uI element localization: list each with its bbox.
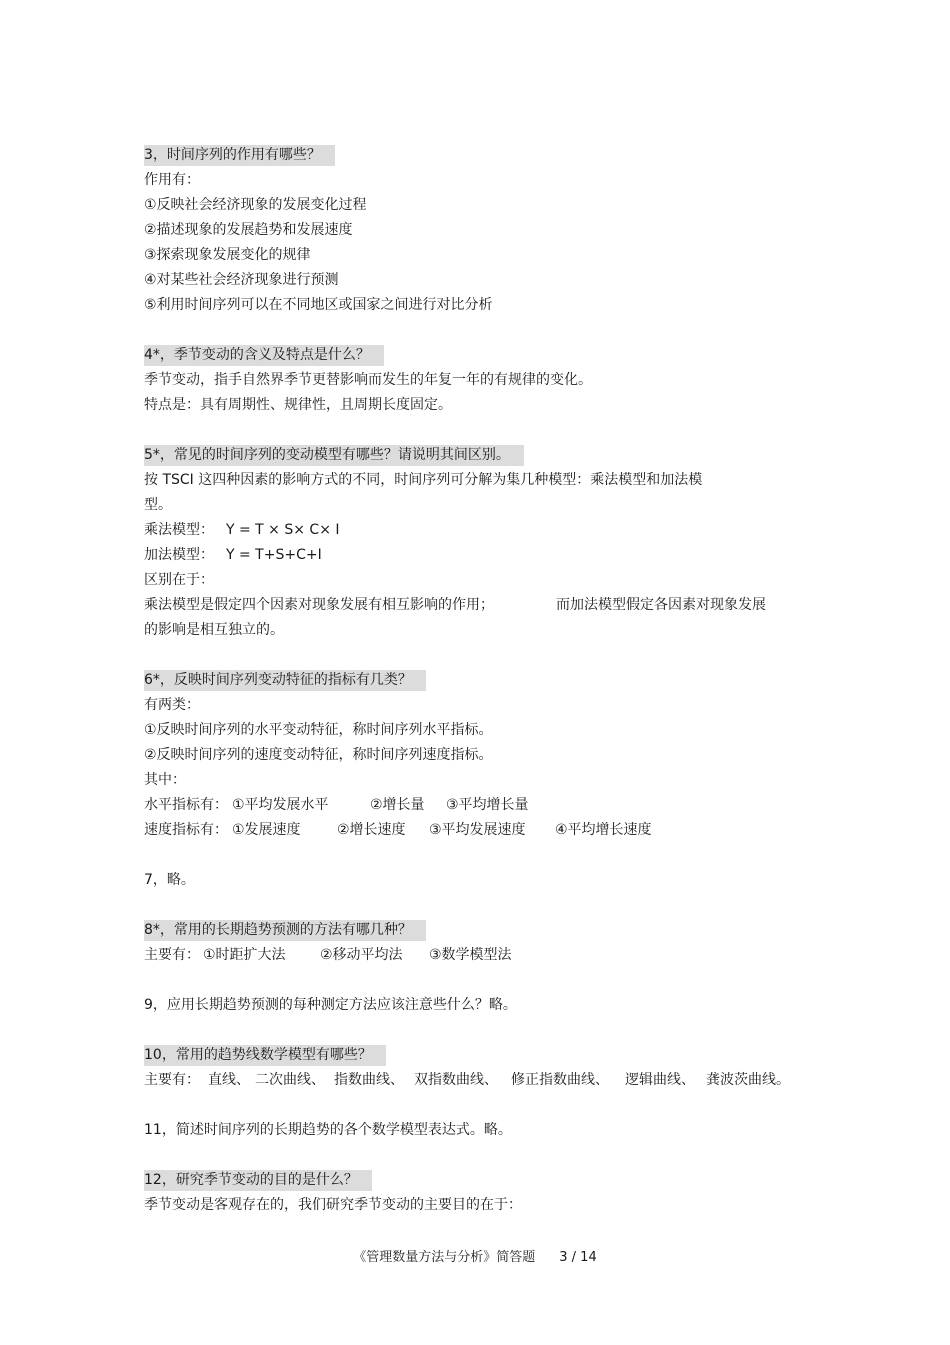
q4-line: 特点是：具有周期性、规律性，且周期长度固定。 [144, 397, 452, 413]
q6-level-indicators [144, 793, 824, 818]
level-item: ②增长量 [370, 797, 425, 813]
page-footer [0, 1248, 950, 1268]
q3-line: ③探索现象发展变化的规律 [144, 247, 311, 263]
add-model-formula: Y = T+S+C+I [226, 547, 322, 563]
model-item: 直线、 [208, 1072, 250, 1088]
q6-line: ①反映时间序列的水平变动特征，称时间序列水平指标。 [144, 722, 493, 738]
question-7: 7，略。 [144, 872, 195, 888]
q12-line: 季节变动是客观存在的，我们研究季节变动的主要目的在于： [144, 1197, 522, 1213]
q10-label: 主要有： [144, 1072, 200, 1088]
mult-model-label: 乘法模型： [144, 522, 214, 538]
q3-line: ①反映社会经济现象的发展变化过程 [144, 197, 367, 213]
q5-mult-model [144, 518, 824, 543]
question-6-title: 6*，反映时间序列变动特征的指标有几类？ [144, 670, 426, 691]
q5-line: 按 TSCI 这四种因素的影响方式的不同，时间序列可分解为集几种模型：乘法模型和加法模 [144, 472, 703, 488]
question-12-title: 12，研究季节变动的目的是什么？ [144, 1170, 372, 1191]
level-item: ③平均增长量 [446, 797, 529, 813]
question-8-title: 8*，常用的长期趋势预测的方法有哪几种？ [144, 920, 426, 941]
method-item: ②移动平均法 [320, 947, 403, 963]
speed-label: 速度指标有： [144, 822, 228, 838]
question-11: 11，简述时间序列的长期趋势的各个数学模型表达式。略。 [144, 1122, 512, 1138]
level-item: ①平均发展水平 [232, 797, 329, 813]
speed-item: ②增长速度 [337, 822, 406, 838]
q5-diff-line [144, 593, 824, 618]
q5-diff-label: 区别在于： [144, 572, 214, 588]
method-item: ①时距扩大法 [203, 947, 286, 963]
q5-add-model [144, 543, 824, 568]
question-9: 9，应用长期趋势预测的每种测定方法应该注意些什么？略。 [144, 997, 517, 1013]
q5-diff-line-2: 的影响是相互独立的。 [144, 622, 284, 638]
q3-line: ②描述现象的发展趋势和发展速度 [144, 222, 353, 238]
q6-line: 有两类： [144, 697, 200, 713]
speed-item: ③平均发展速度 [429, 822, 526, 838]
model-item: 修正指数曲线、 [511, 1072, 609, 1088]
diff-part-2: 而加法模型假定各因素对现象发展 [556, 597, 766, 613]
add-model-label: 加法模型： [144, 547, 214, 563]
model-item: 双指数曲线、 [414, 1072, 498, 1088]
model-item: 指数曲线、 [334, 1072, 404, 1088]
q4-line: 季节变动，指手自然界季节更替影响而发生的年复一年的有规律的变化。 [144, 372, 592, 388]
level-label: 水平指标有： [144, 797, 228, 813]
model-item: 龚波茨曲线。 [706, 1072, 790, 1088]
q8-label: 主要有： [144, 947, 200, 963]
q3-line: 作用有： [144, 172, 200, 188]
q6-speed-indicators [144, 818, 824, 843]
q10-models [144, 1068, 824, 1093]
question-4-title: 4*，季节变动的含义及特点是什么？ [144, 345, 384, 366]
q6-line: ②反映时间序列的速度变动特征，称时间序列速度指标。 [144, 747, 493, 763]
mult-model-formula: Y = T × S× C× I [226, 522, 340, 538]
q3-line: ⑤利用时间序列可以在不同地区或国家之间进行对比分析 [144, 297, 493, 313]
speed-item: ④平均增长速度 [555, 822, 652, 838]
question-10-title: 10，常用的趋势线数学模型有哪些？ [144, 1045, 386, 1066]
page-number: 3 / 14 [559, 1250, 597, 1265]
q6-line: 其中： [144, 772, 186, 788]
method-item: ③数学模型法 [429, 947, 512, 963]
speed-item: ①发展速度 [232, 822, 301, 838]
q8-methods [144, 943, 824, 968]
q3-line: ④对某些社会经济现象进行预测 [144, 272, 339, 288]
question-3-title: 3，时间序列的作用有哪些？ [144, 145, 335, 166]
question-5-title: 5*，常见的时间序列的变动模型有哪些？请说明其间区别。 [144, 445, 524, 466]
model-item: 二次曲线、 [255, 1072, 325, 1088]
q5-line: 型。 [144, 497, 172, 513]
model-item: 逻辑曲线、 [625, 1072, 695, 1088]
document-body [144, 143, 824, 1218]
footer-doc-title: 《管理数量方法与分析》简答题 [353, 1250, 536, 1265]
diff-part-1: 乘法模型是假定四个因素对现象发展有相互影响的作用； [144, 597, 494, 613]
